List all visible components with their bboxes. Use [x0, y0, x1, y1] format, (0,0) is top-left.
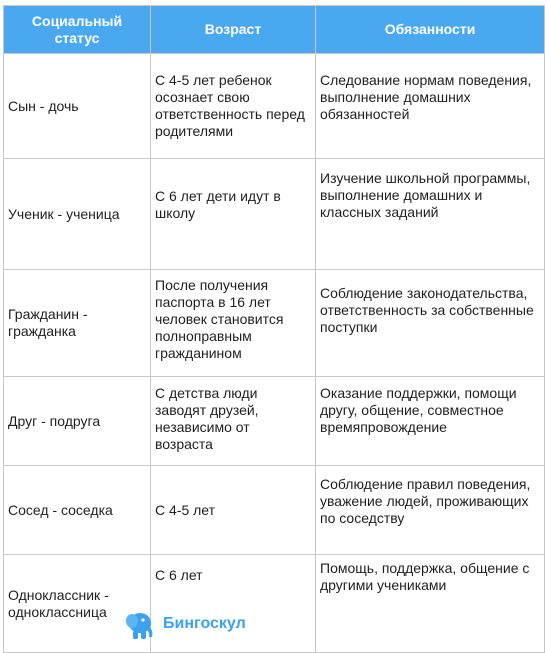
table-row [4, 270, 545, 377]
age-cell: С 6 лет [151, 555, 316, 653]
header-duties: Обязанности [316, 6, 545, 54]
duties-cell: Помощь, поддержка, общение с другими учениками [316, 555, 545, 653]
age-cell: С 4-5 лет [151, 466, 316, 555]
status-cell: Гражданин - гражданка [4, 270, 151, 377]
duties-cell: Изучение школьной программы, выполнение домашних и классных заданий [316, 159, 545, 270]
table-row [4, 466, 545, 555]
table-row [4, 377, 545, 466]
bingoskul-watermark [123, 607, 246, 641]
age-cell: После получения паспорта в 16 лет человек становится полноправным гражданином [151, 270, 316, 377]
status-cell: Сын - дочь [4, 54, 151, 159]
social-status-table [3, 5, 545, 653]
status-cell: Сосед - соседка [4, 466, 151, 555]
age-cell: С 4-5 лет ребенок осознает свою ответственность перед родителями [151, 54, 316, 159]
duties-cell: Оказание поддержки, помощи другу, общение, совместное времяпровождение [316, 377, 545, 466]
status-cell: Друг - подруга [4, 377, 151, 466]
age-cell: С 6 лет дети идут в школу [151, 159, 316, 270]
table-row [4, 555, 545, 653]
duties-cell: Соблюдение законодательства, ответственность за собственные поступки [316, 270, 545, 377]
status-cell: Одноклассник - одноклассница [4, 555, 151, 653]
age-cell: С детства люди заводят друзей, независимо от возраста [151, 377, 316, 466]
header-age: Возраст [151, 6, 316, 54]
table-header-row [4, 6, 545, 54]
status-cell: Ученик - ученица [4, 159, 151, 270]
watermark-text: Бингоскул [163, 615, 246, 632]
table-row [4, 54, 545, 159]
duties-cell: Следование нормам поведения, выполнение домашних обязанностей [316, 54, 545, 159]
elephant-logo-icon [123, 607, 157, 641]
header-status: Социальный статус [4, 6, 151, 54]
duties-cell: Соблюдение правил поведения, уважение людей, проживающих по соседству [316, 466, 545, 555]
table-row [4, 159, 545, 270]
